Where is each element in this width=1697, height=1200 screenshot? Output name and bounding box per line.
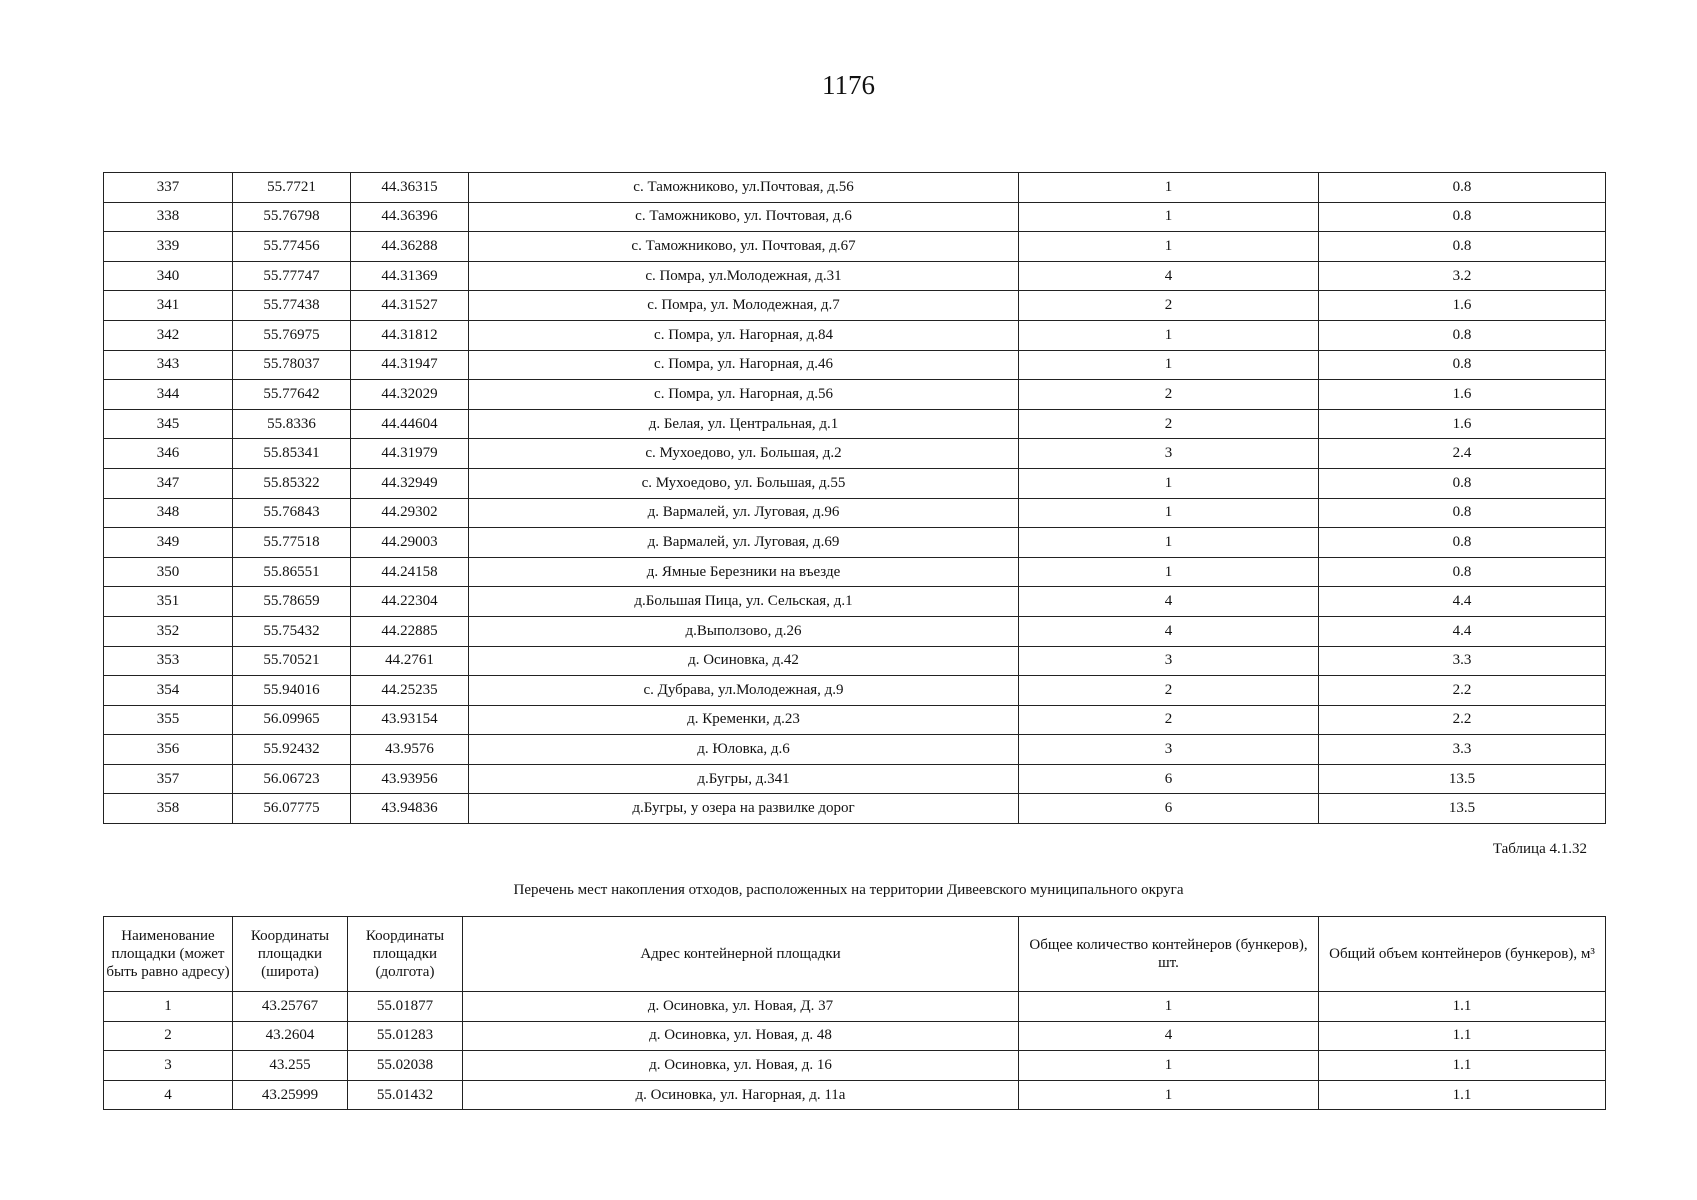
count-cell: 2 [1019,380,1319,410]
site-id-cell: 339 [104,232,233,262]
count-cell: 6 [1019,764,1319,794]
volume-cell: 0.8 [1319,173,1606,203]
address-cell: с. Таможниково, ул. Почтовая, д.6 [469,202,1019,232]
address-cell: с. Помра, ул.Молодежная, д.31 [469,261,1019,291]
latitude-cell: 55.77747 [233,261,351,291]
table-label: Таблица 4.1.32 [1492,841,1587,857]
longitude-cell: 55.01432 [348,1080,463,1110]
address-cell: д. Кременки, д.23 [469,705,1019,735]
table-header-row [104,917,1606,992]
site-id-cell: 351 [104,587,233,617]
count-cell: 2 [1019,676,1319,706]
address-cell: с. Таможниково, ул. Почтовая, д.67 [469,232,1019,262]
latitude-cell: 55.78037 [233,350,351,380]
site-id-cell: 356 [104,735,233,765]
latitude-cell: 43.25767 [233,992,348,1022]
longitude-cell: 43.94836 [351,794,469,824]
address-cell: с. Мухоедово, ул. Большая, д.55 [469,468,1019,498]
address-cell: д.Бугры, д.341 [469,764,1019,794]
volume-cell: 0.8 [1319,468,1606,498]
volume-cell: 3.3 [1319,646,1606,676]
table-row [104,794,1606,824]
header-container-volume: Общий объем контейнеров (бункеров), м³ [1319,917,1606,992]
table-row [104,705,1606,735]
count-cell: 1 [1019,468,1319,498]
site-id-cell: 1 [104,992,233,1022]
volume-cell: 2.2 [1319,705,1606,735]
volume-cell: 2.2 [1319,676,1606,706]
address-cell: д. Вармалей, ул. Луговая, д.69 [469,528,1019,558]
longitude-cell: 44.22304 [351,587,469,617]
count-cell: 6 [1019,794,1319,824]
volume-cell: 0.8 [1319,202,1606,232]
site-id-cell: 337 [104,173,233,203]
volume-cell: 1.6 [1319,380,1606,410]
site-id-cell: 340 [104,261,233,291]
latitude-cell: 43.255 [233,1051,348,1081]
volume-cell: 1.6 [1319,409,1606,439]
count-cell: 4 [1019,616,1319,646]
count-cell: 1 [1019,1051,1319,1081]
latitude-cell: 55.86551 [233,557,351,587]
latitude-cell: 55.78659 [233,587,351,617]
address-cell: д. Вармалей, ул. Луговая, д.96 [469,498,1019,528]
count-cell: 2 [1019,409,1319,439]
latitude-cell: 55.92432 [233,735,351,765]
longitude-cell: 44.44604 [351,409,469,439]
table-row [104,232,1606,262]
table-row [104,468,1606,498]
header-site-name: Наименование площадки (может быть равно адресу) [104,917,233,992]
longitude-cell: 55.02038 [348,1051,463,1081]
latitude-cell: 55.85322 [233,468,351,498]
table-row [104,320,1606,350]
volume-cell: 13.5 [1319,764,1606,794]
address-cell: с. Помра, ул. Молодежная, д.7 [469,291,1019,321]
table-row [104,676,1606,706]
longitude-cell: 55.01877 [348,992,463,1022]
volume-cell: 1.6 [1319,291,1606,321]
count-cell: 1 [1019,202,1319,232]
volume-cell: 0.8 [1319,528,1606,558]
table-row [104,1021,1606,1051]
longitude-cell: 43.93956 [351,764,469,794]
longitude-cell: 44.29003 [351,528,469,558]
site-id-cell: 3 [104,1051,233,1081]
latitude-cell: 56.07775 [233,794,351,824]
volume-cell: 0.8 [1319,498,1606,528]
volume-cell: 1.1 [1319,992,1606,1022]
volume-cell: 1.1 [1319,1080,1606,1110]
latitude-cell: 56.09965 [233,705,351,735]
count-cell: 2 [1019,291,1319,321]
count-cell: 3 [1019,735,1319,765]
longitude-cell: 44.2761 [351,646,469,676]
longitude-cell: 44.31527 [351,291,469,321]
volume-cell: 0.8 [1319,232,1606,262]
page-number: 1176 [822,70,875,100]
site-id-cell: 2 [104,1021,233,1051]
address-cell: д. Белая, ул. Центральная, д.1 [469,409,1019,439]
table-row [104,173,1606,203]
count-cell: 1 [1019,498,1319,528]
site-id-cell: 357 [104,764,233,794]
containers-table [103,916,1606,1110]
header-latitude: Координаты площадки (широта) [233,917,348,992]
latitude-cell: 55.94016 [233,676,351,706]
site-id-cell: 343 [104,350,233,380]
longitude-cell: 44.36396 [351,202,469,232]
longitude-cell: 44.36315 [351,173,469,203]
volume-cell: 4.4 [1319,616,1606,646]
count-cell: 4 [1019,1021,1319,1051]
address-cell: д. Осиновка, ул. Новая, д. 16 [463,1051,1019,1081]
address-cell: д. Осиновка, ул. Новая, д. 48 [463,1021,1019,1051]
latitude-cell: 55.8336 [233,409,351,439]
volume-cell: 4.4 [1319,587,1606,617]
latitude-cell: 56.06723 [233,764,351,794]
latitude-cell: 55.76798 [233,202,351,232]
longitude-cell: 43.93154 [351,705,469,735]
latitude-cell: 43.25999 [233,1080,348,1110]
longitude-cell: 44.31369 [351,261,469,291]
address-cell: с. Дубрава, ул.Молодежная, д.9 [469,676,1019,706]
count-cell: 4 [1019,261,1319,291]
site-id-cell: 344 [104,380,233,410]
site-id-cell: 355 [104,705,233,735]
site-id-cell: 358 [104,794,233,824]
site-id-cell: 348 [104,498,233,528]
longitude-cell: 44.24158 [351,557,469,587]
header-address: Адрес контейнерной площадки [463,917,1019,992]
site-id-cell: 350 [104,557,233,587]
table-row [104,1051,1606,1081]
table-row [104,735,1606,765]
longitude-cell: 44.32029 [351,380,469,410]
count-cell: 1 [1019,528,1319,558]
site-id-cell: 341 [104,291,233,321]
count-cell: 1 [1019,557,1319,587]
latitude-cell: 55.85341 [233,439,351,469]
address-cell: с. Мухоедово, ул. Большая, д.2 [469,439,1019,469]
table-row [104,587,1606,617]
table-row [104,350,1606,380]
table-row [104,1080,1606,1110]
address-cell: с. Таможниково, ул.Почтовая, д.56 [469,173,1019,203]
latitude-cell: 55.77456 [233,232,351,262]
table-row [104,528,1606,558]
volume-cell: 3.2 [1319,261,1606,291]
count-cell: 1 [1019,320,1319,350]
volume-cell: 13.5 [1319,794,1606,824]
count-cell: 4 [1019,587,1319,617]
table-row [104,557,1606,587]
longitude-cell: 44.36288 [351,232,469,262]
longitude-cell: 55.01283 [348,1021,463,1051]
table-row [104,291,1606,321]
site-id-cell: 349 [104,528,233,558]
table-row [104,261,1606,291]
latitude-cell: 55.77642 [233,380,351,410]
table-row [104,202,1606,232]
address-cell: д. Осиновка, д.42 [469,646,1019,676]
address-cell: д. Ямные Березники на въезде [469,557,1019,587]
address-cell: с. Помра, ул. Нагорная, д.56 [469,380,1019,410]
volume-cell: 0.8 [1319,350,1606,380]
longitude-cell: 44.31947 [351,350,469,380]
count-cell: 1 [1019,173,1319,203]
address-cell: с. Помра, ул. Нагорная, д.46 [469,350,1019,380]
site-id-cell: 338 [104,202,233,232]
count-cell: 1 [1019,232,1319,262]
table-row [104,409,1606,439]
table-row [104,646,1606,676]
containers-table-continued [103,172,1606,824]
table-row [104,992,1606,1022]
latitude-cell: 55.76843 [233,498,351,528]
table-row [104,498,1606,528]
address-cell: с. Помра, ул. Нагорная, д.84 [469,320,1019,350]
longitude-cell: 44.31979 [351,439,469,469]
longitude-cell: 44.32949 [351,468,469,498]
site-id-cell: 352 [104,616,233,646]
address-cell: д.Бугры, у озера на развилке дорог [469,794,1019,824]
site-id-cell: 342 [104,320,233,350]
latitude-cell: 55.75432 [233,616,351,646]
volume-cell: 1.1 [1319,1021,1606,1051]
address-cell: д. Осиновка, ул. Нагорная, д. 11а [463,1080,1019,1110]
table-caption: Перечень мест накопления отходов, расположенных на территории Дивеевского муниципального округа [513,882,1184,898]
latitude-cell: 55.77518 [233,528,351,558]
volume-cell: 3.3 [1319,735,1606,765]
longitude-cell: 44.29302 [351,498,469,528]
address-cell: д.Большая Пица, ул. Сельская, д.1 [469,587,1019,617]
longitude-cell: 44.25235 [351,676,469,706]
address-cell: д. Юловка, д.6 [469,735,1019,765]
table-row [104,764,1606,794]
volume-cell: 1.1 [1319,1051,1606,1081]
count-cell: 1 [1019,992,1319,1022]
count-cell: 1 [1019,1080,1319,1110]
site-id-cell: 346 [104,439,233,469]
volume-cell: 0.8 [1319,320,1606,350]
site-id-cell: 345 [104,409,233,439]
longitude-cell: 44.22885 [351,616,469,646]
address-cell: д. Осиновка, ул. Новая, Д. 37 [463,992,1019,1022]
table-row [104,616,1606,646]
latitude-cell: 55.77438 [233,291,351,321]
table-row [104,439,1606,469]
count-cell: 3 [1019,439,1319,469]
site-id-cell: 4 [104,1080,233,1110]
longitude-cell: 44.31812 [351,320,469,350]
count-cell: 2 [1019,705,1319,735]
latitude-cell: 55.7721 [233,173,351,203]
volume-cell: 2.4 [1319,439,1606,469]
count-cell: 3 [1019,646,1319,676]
site-id-cell: 353 [104,646,233,676]
header-container-count: Общее количество контейнеров (бункеров), шт. [1019,917,1319,992]
header-longitude: Координаты площадки (долгота) [348,917,463,992]
volume-cell: 0.8 [1319,557,1606,587]
table-row [104,380,1606,410]
site-id-cell: 354 [104,676,233,706]
count-cell: 1 [1019,350,1319,380]
latitude-cell: 43.2604 [233,1021,348,1051]
site-id-cell: 347 [104,468,233,498]
latitude-cell: 55.76975 [233,320,351,350]
address-cell: д.Выползово, д.26 [469,616,1019,646]
latitude-cell: 55.70521 [233,646,351,676]
longitude-cell: 43.9576 [351,735,469,765]
